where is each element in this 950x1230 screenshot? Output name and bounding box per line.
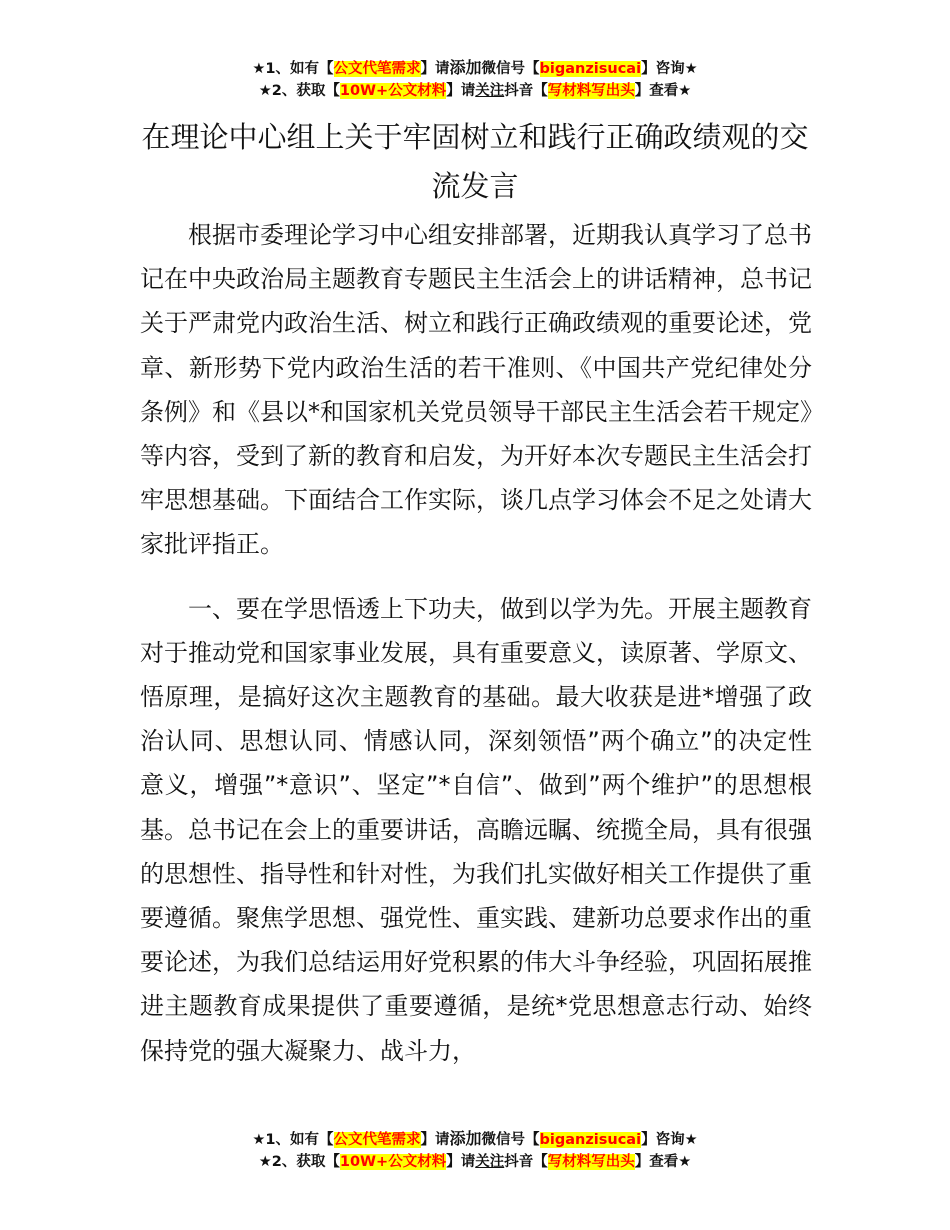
header-promo-line-1: ★1、如有【公文代笔需求】请添加微信号【biganzisucai】咨询★ [252, 58, 698, 77]
header-promo [0, 57, 950, 102]
footer-promo [0, 1128, 950, 1173]
document-body [140, 213, 812, 1073]
highlight-materials: 10W+公文材料 [339, 83, 447, 99]
paragraph-intro: 根据市委理论学习中心组安排部署，近期我认真学习了总书记在中央政治局主题教育专题民主生活会上的讲话精神，总书记关于严肃党内政治生活、树立和践行正确政绩观的重要论述，党章、新形势下党内政治生活的若干准则、《中国共产党纪律处分条例》和《县以*和国家机关党员领导干部民主生活会若干规定》等内容，受到了新的教育和启发，为开好本次专题民主生活会打牢思想基础。下面结合工作实际，谈几点学习体会不足之处请大家批评指正。 [140, 221, 812, 559]
highlight-service: 公文代笔需求 [333, 61, 421, 77]
highlight-service: 公文代笔需求 [333, 1132, 421, 1148]
header-promo-line-2: ★2、获取【10W+公文材料】请关注抖音【写材料写出头】查看★ [258, 83, 692, 99]
highlight-douyin: 写材料写出头 [547, 1154, 635, 1170]
highlight-materials: 10W+公文材料 [339, 1154, 447, 1170]
footer-promo-line-1: ★1、如有【公文代笔需求】请添加微信号【biganzisucai】咨询★ [252, 1129, 698, 1148]
footer-promo-line-2: ★2、获取【10W+公文材料】请关注抖音【写材料写出头】查看★ [258, 1154, 692, 1170]
highlight-wechat-id: biganzisucai [539, 61, 642, 77]
document-title: 在理论中心组上关于牢固树立和践行正确政绩观的交流发言 [141, 120, 809, 203]
paragraph-section-1: 一、要在学思悟透上下功夫，做到以学为先。开展主题教育对于推动党和国家事业发展，具有重要意义，读原著、学原文、悟原理，是搞好这次主题教育的基础。最大收获是进*增强了政治认同、思想认同、情感认同，深刻领悟”两个确立”的决定性意义，增强”*意识”、坚定”*自信”、做到”两个维护”的思想根基。总书记在会上的重要讲话，高瞻远瞩、统揽全局，具有很强的思想性、指导性和针对性，为我们扎实做好相关工作提供了重要遵循。聚焦学思想、强党性、重实践、建新功总要求作出的重要论述，为我们总结运用好党积累的伟大斗争经验，巩固拓展推进主题教育成果提供了重要遵循，是统*党思想意志行动、始终保持党的强大凝聚力、战斗力， [140, 594, 812, 1065]
highlight-douyin: 写材料写出头 [547, 83, 635, 99]
highlight-wechat-id: biganzisucai [539, 1132, 642, 1148]
